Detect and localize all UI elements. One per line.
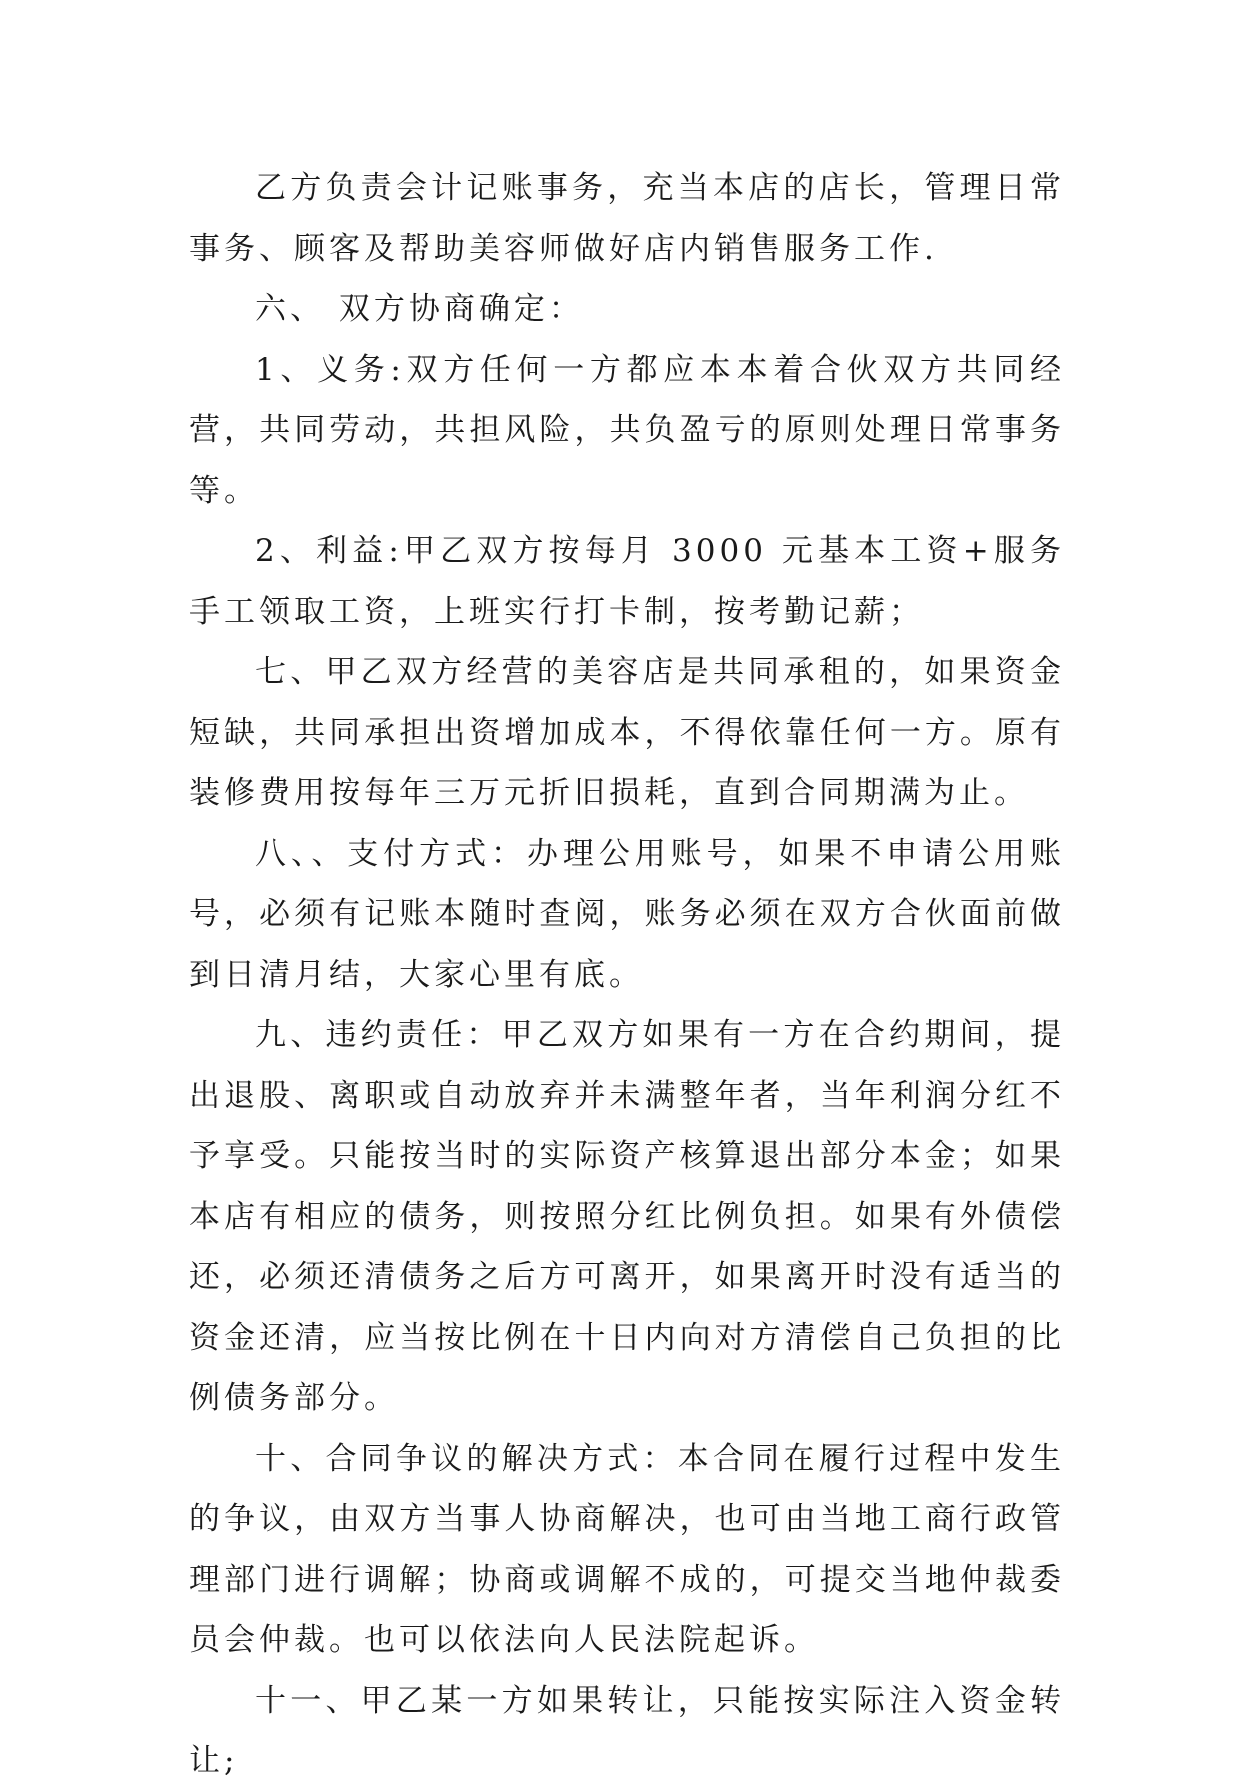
paragraph-section-eleven: 十一、甲乙某一方如果转让，只能按实际注入资金转让; bbox=[189, 1682, 1065, 1779]
paragraph-section-seven: 七、甲乙双方经营的美容店是共同承租的，如果资金短缺，共同承担出资增加成本，不得依靠任何一方。原有装修费用按每年三万元折旧损耗，直到合同期满为止。 bbox=[189, 654, 1065, 811]
paragraph-section-eight: 八、、支付方式：办理公用账号，如果不申请公用账号，必须有记账本随时查阅，账务必须在双方合伙面前做到日清月结，大家心里有底。 bbox=[189, 835, 1065, 993]
document-body bbox=[189, 158, 1065, 1792]
paragraph-section-six: 六、 双方协商确定： bbox=[255, 291, 584, 327]
paragraph-manager-duties: 乙方负责会计记账事务，充当本店的店长，管理日常事务、顾客及帮助美容师做好店内销售服务工作. bbox=[189, 170, 1065, 267]
paragraph-section-ten: 十、合同争议的解决方式：本合同在履行过程中发生的争议，由双方当事人协商解决，也可由当地工商行政管理部门进行调解；协商或调解不成的，可提交当地仲裁委员会仲裁。也可以依法向人民法院起诉。 bbox=[189, 1440, 1065, 1658]
paragraph-section-nine: 九、违约责任：甲乙双方如果有一方在合约期间，提出退股、离职或自动放弃并未满整年者，当年利润分红不予享受。只能按当时的实际资产核算退出部分本金；如果本店有相应的债务，则按照分红比例负担。如果有外债偿还，必须还清债务之后方可离开，如果离开时没有适当的资金还清，应当按比例在十日内向对方清偿自己负担的比例债务部分。 bbox=[189, 1017, 1065, 1416]
paragraph-benefits: 2、利益:甲乙双方按每月 3000 元基本工资+服务手工领取工资，上班实行打卡制，按考勤记薪； bbox=[189, 533, 1065, 630]
paragraph-obligations: 1、义务:双方任何一方都应本本着合伙双方共同经营，共同劳动，共担风险，共负盈亏的原则处理日常事务等。 bbox=[189, 351, 1065, 509]
